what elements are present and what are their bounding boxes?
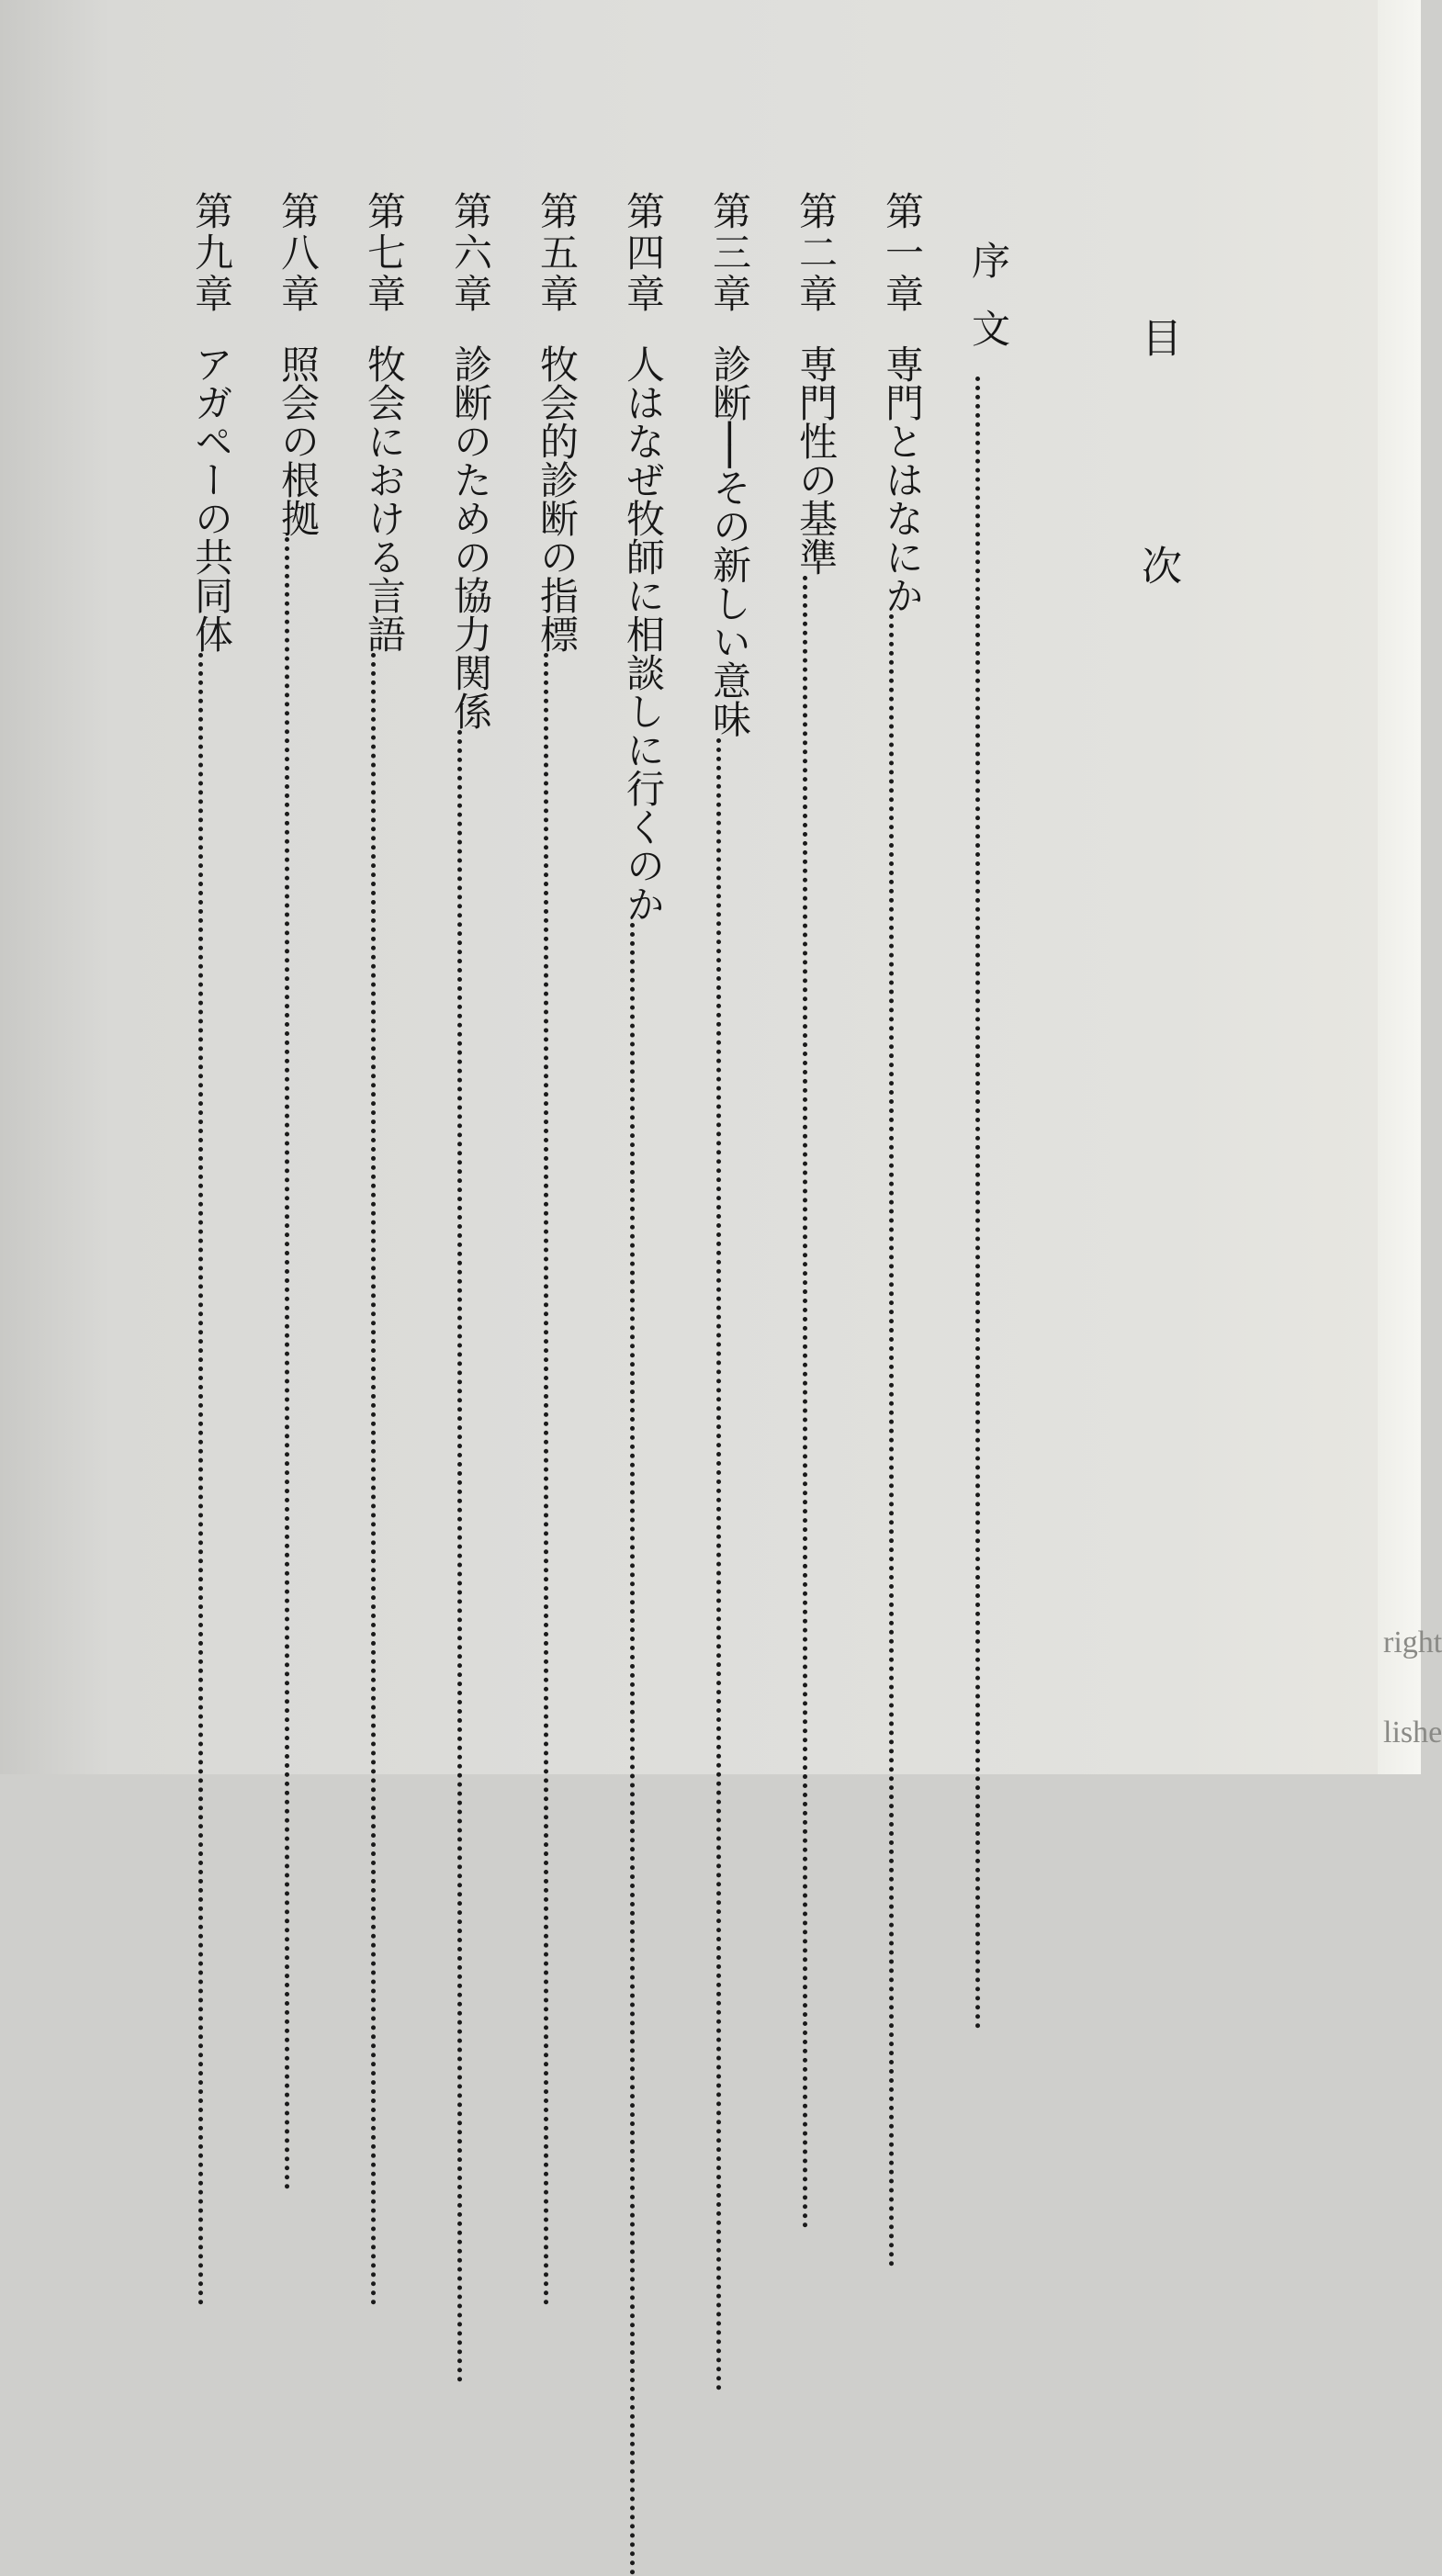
leader-dots bbox=[197, 653, 203, 2306]
chapter-title: 診断──その新しい意味 bbox=[707, 344, 752, 738]
chapter-title: 牧会における言語 bbox=[362, 344, 407, 653]
chapter-label: 第八章 bbox=[276, 191, 321, 315]
leader-dots bbox=[802, 576, 807, 2229]
toc-entry-preface bbox=[963, 241, 1014, 1839]
toc-entry-chapter-7 bbox=[358, 191, 410, 1789]
toc-entry-chapter-1 bbox=[876, 191, 928, 1789]
chapter-title: 診断のための協力関係 bbox=[448, 344, 493, 730]
toc-title: 目 次 bbox=[1134, 317, 1181, 658]
edge-text: lishe bbox=[1383, 1715, 1442, 1749]
leader-dots bbox=[456, 730, 462, 2383]
toc-entry-chapter-4 bbox=[617, 191, 669, 1789]
chapter-label: 第六章 bbox=[448, 191, 493, 315]
next-page-edge bbox=[1378, 0, 1442, 1774]
chapter-label: 第七章 bbox=[362, 191, 407, 315]
leader-dots bbox=[543, 653, 548, 2306]
chapter-title: 専門とはなにか bbox=[880, 344, 925, 614]
chapter-label: 第一章 bbox=[880, 191, 925, 315]
leader-dots bbox=[629, 923, 635, 2576]
chapter-label: 第三章 bbox=[707, 191, 752, 315]
preface-label: 序文 bbox=[966, 241, 1011, 377]
edge-text: right bbox=[1383, 1625, 1442, 1659]
toc-entry-chapter-8 bbox=[272, 191, 323, 1789]
chapter-title: 人はなぜ牧師に相談しに行くのか bbox=[621, 344, 666, 923]
toc-entry-chapter-3 bbox=[704, 191, 755, 1789]
chapter-label: 第四章 bbox=[621, 191, 666, 315]
toc-entry-chapter-5 bbox=[531, 191, 582, 1789]
chapter-title: 専門性の基準 bbox=[794, 344, 839, 576]
toc-entry-chapter-6 bbox=[445, 191, 496, 1789]
chapter-title: 牧会的診断の指標 bbox=[535, 344, 580, 653]
leader-dots bbox=[888, 614, 894, 2267]
toc-entry-chapter-9 bbox=[186, 191, 237, 1789]
leader-dots bbox=[370, 653, 376, 2306]
toc-entry-chapter-2 bbox=[790, 191, 841, 1789]
chapter-title: 照会の根拠 bbox=[276, 344, 321, 537]
chapter-label: 第九章 bbox=[189, 191, 234, 315]
leader-dots bbox=[284, 537, 289, 2190]
chapter-label: 第二章 bbox=[794, 191, 839, 315]
chapter-title: アガペーの共同体 bbox=[189, 344, 234, 653]
leader-dots bbox=[974, 377, 980, 2030]
leader-dots bbox=[715, 738, 721, 2391]
chapter-label: 第五章 bbox=[535, 191, 580, 315]
